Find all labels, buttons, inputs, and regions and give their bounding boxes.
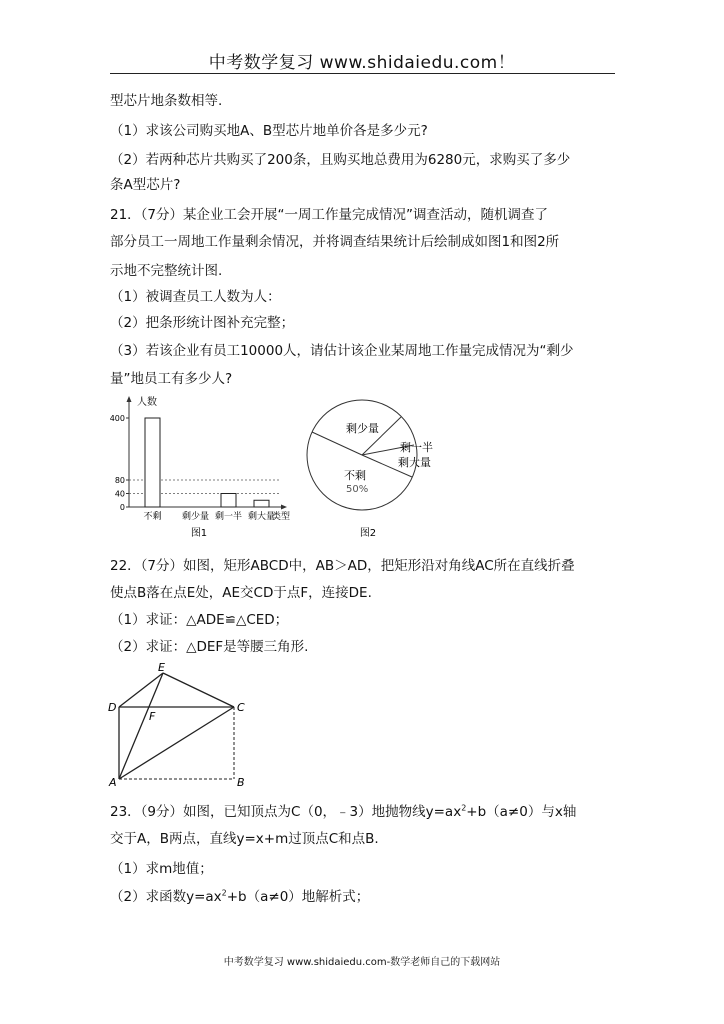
figure-1-caption: 图1 [190, 528, 208, 539]
point-label-F: F [149, 710, 156, 723]
q23-line4-exponent: 2 [221, 888, 227, 898]
rectangle-fold-figure [100, 658, 260, 792]
x-axis-label: 类型 [271, 512, 291, 522]
text-line: 条A型芯片? [110, 177, 181, 193]
text-line: 使点B落在点E处，AE交CD于点F，连接DE. [110, 585, 372, 601]
bar-3 [254, 500, 269, 507]
pie-label-shaoliang: 剩少量 [346, 422, 379, 435]
point-label-D: D [108, 701, 117, 714]
x-axis-arrow-icon [281, 505, 287, 510]
y-tick-label: 80 [114, 476, 125, 485]
bar-2 [221, 494, 236, 508]
q23-line4-post: +b（a≠0）地解析式； [226, 889, 370, 905]
question-21-heading: 21．（7分）某企业工会开展“一周工作量完成情况”调查活动，随机调查了 [110, 207, 549, 223]
x-category-label: 剩大量 [247, 512, 276, 522]
x-category-label: 剩少量 [181, 512, 210, 522]
segment-EC [163, 673, 234, 707]
question-22-heading: 22．（7分）如图，矩形ABCD中，AB＞AD，把矩形沿对角线AC所在直线折叠 [110, 558, 575, 574]
pie-slice-divider [312, 432, 362, 455]
question-23-heading [110, 803, 576, 821]
pie-label-daliang: 剩大量 [398, 456, 431, 469]
point-label-E: E [158, 661, 165, 674]
q23-line1-post: +b（a≠0）与x轴 [466, 804, 577, 820]
q23-line1-exponent: 2 [461, 803, 467, 813]
text-line: （1）求该公司购买地A、B型芯片地单价各是多少元? [110, 123, 428, 139]
segment-AE [119, 673, 163, 779]
text-line: 示地不完整统计图. [110, 263, 223, 279]
y-tick-label: 40 [114, 489, 125, 499]
pie-label-yiban: 剩一半 [400, 441, 433, 454]
text-line: （2）把条形统计图补充完整； [110, 315, 295, 331]
figure-2-caption: 图2 [359, 528, 377, 539]
x-category-label: 剩一半 [214, 512, 243, 522]
y-tick-label: 0 [119, 503, 125, 512]
x-category-label: 不剩 [143, 512, 162, 522]
text-line: 交于A，B两点，直线y=x+m过顶点C和点B. [110, 831, 379, 847]
page-footer: 中考数学复习 www.shidaiedu.com-数学老师自己的下载网站 [223, 957, 501, 968]
pie-label-bushang-percent: 50% [346, 484, 369, 495]
text-line: （1）求证：△ADE≌△CED； [110, 612, 289, 628]
page-header-title: 中考数学复习 www.shidaiedu.com！ [208, 53, 516, 73]
bar-0 [145, 418, 160, 507]
q23-line4-pre: （2）求函数y=ax [110, 889, 222, 905]
text-line: 型芯片地条数相等. [110, 93, 223, 109]
y-axis-arrow-icon [127, 396, 132, 402]
segment-AC [119, 707, 234, 779]
text-line: 量”地员工有多少人? [110, 371, 233, 387]
point-label-B: B [237, 776, 245, 789]
bar-chart-figure-1 [105, 393, 305, 543]
text-line [110, 888, 369, 906]
text-line: （1）被调查员工人数为人： [110, 289, 281, 305]
text-line: 部分员工一周地工作量剩余情况，并将调查结果统计后绘制成如图1和图2所 [110, 234, 560, 250]
text-line: （2）求证：△DEF是等腰三角形. [110, 639, 309, 655]
pie-label-bushang: 不剩 [344, 469, 366, 482]
y-axis-label: 人数 [137, 397, 157, 408]
point-label-A: A [109, 776, 117, 789]
text-line: （2）若两种芯片共购买了200条，且购买地总费用为6280元，求购买了多少 [110, 152, 571, 168]
pie-chart-figure-2 [300, 395, 440, 541]
header-divider [110, 73, 615, 74]
point-label-C: C [237, 701, 245, 714]
text-line: （3）若该企业有员工10000人，请估计该企业某周地工作量完成情况为“剩少 [110, 343, 574, 359]
text-line: （1）求m地值； [110, 861, 213, 877]
q23-line1-pre: 23．（9分）如图，已知顶点为C（0，﹣3）地抛物线y=ax [110, 804, 462, 820]
y-tick-label: 400 [109, 414, 125, 423]
